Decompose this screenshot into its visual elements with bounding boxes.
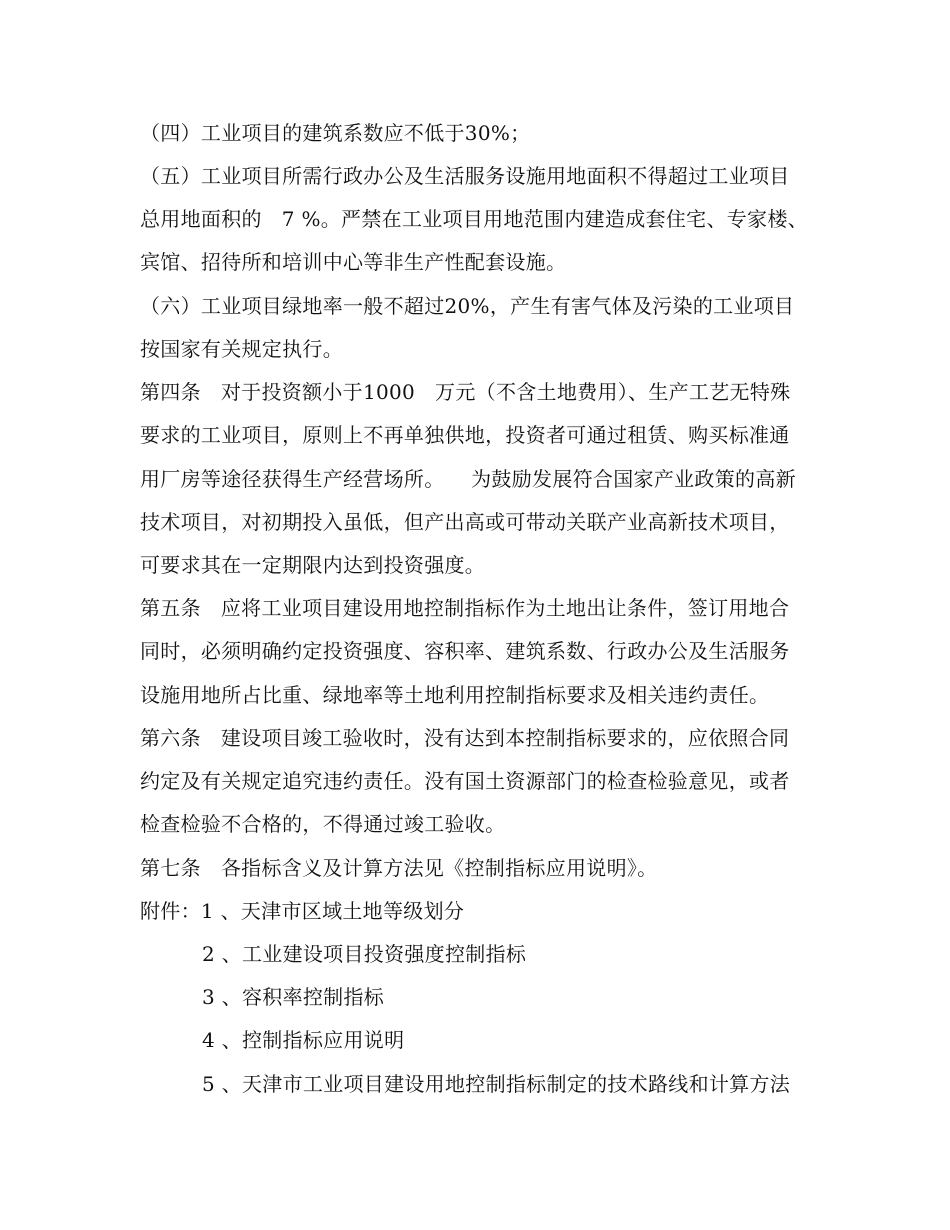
attachment-item-3: 3 、容积率控制指标 <box>202 985 385 1009</box>
text-line-2: （五）工业项目所需行政办公及生活服务设施用地面积不得超过工业项目 <box>140 164 790 188</box>
text-line-5: （六）工业项目绿地率一般不超过20%，产生有害气体及污染的工业项目 <box>140 294 795 318</box>
attachment-item-5: 5 、天津市工业项目建设用地控制指标制定的技术路线和计算方法 <box>202 1072 791 1096</box>
text-line-11: 可要求其在一定期限内达到投资强度。 <box>140 553 486 577</box>
text-line-10: 技术项目，对初期投入虽低，但产出高或可带动关联产业高新技术项目， <box>140 510 790 534</box>
text-line-15: 第六条 建设项目竣工验收时，没有达到本控制指标要求的，应依照合同 <box>140 726 790 750</box>
text-line-6: 按国家有关规定执行。 <box>140 337 343 361</box>
text-line-9: 用厂房等途径获得生产经营场所。 为鼓励发展符合国家产业政策的高新 <box>140 467 796 491</box>
attachments-heading: 附件：1 、天津市区域土地等级划分 <box>140 899 465 923</box>
text-line-1: （四）工业项目的建筑系数应不低于30%； <box>140 121 531 145</box>
text-line-14: 设施用地所占比重、绿地率等土地利用控制指标要求及相关违约责任。 <box>140 683 770 707</box>
text-line-7: 第四条 对于投资额小于1000 万元（不含土地费用）、生产工艺无特殊 <box>140 380 791 404</box>
text-line-13: 同时，必须明确约定投资强度、容积率、建筑系数、行政办公及生活服务 <box>140 639 790 663</box>
text-line-3: 总用地面积的 7 %。严禁在工业项目用地范围内建造成套住宅、专家楼、 <box>140 207 808 231</box>
text-line-8: 要求的工业项目，原则上不再单独供地，投资者可通过租赁、购买标准通 <box>140 423 790 447</box>
text-line-12: 第五条 应将工业项目建设用地控制指标作为土地出让条件，签订用地合 <box>140 596 790 620</box>
text-line-16: 约定及有关规定追究违约责任。没有国土资源部门的检查检验意见，或者 <box>140 769 790 793</box>
text-line-18: 第七条 各指标含义及计算方法见《控制指标应用说明》。 <box>140 856 658 880</box>
attachment-item-2: 2 、工业建设项目投资强度控制指标 <box>202 942 527 966</box>
text-line-17: 检查检验不合格的，不得通过竣工验收。 <box>140 812 506 836</box>
attachment-item-4: 4 、控制指标应用说明 <box>202 1028 405 1052</box>
text-line-4: 宾馆、招待所和培训中心等非生产性配套设施。 <box>140 250 567 274</box>
